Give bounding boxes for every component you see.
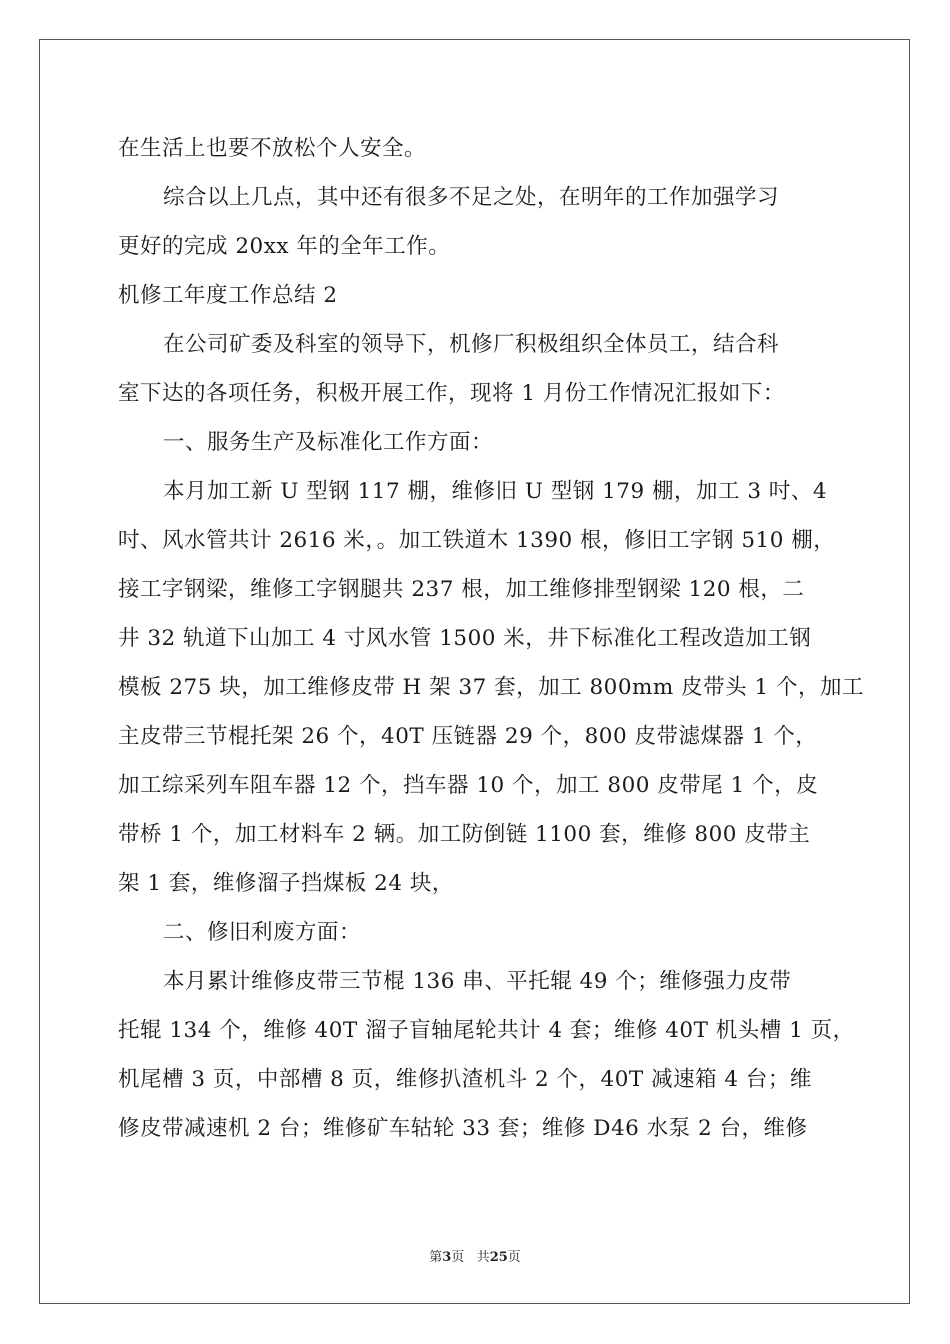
footer-prefix: 第 [429,1250,443,1265]
text-line: 吋、风水管共计 2616 米，。加工铁道木 1390 根，修旧工字钢 510 棚， [118,528,836,553]
page-footer [0,1246,950,1265]
text-line: 在生活上也要不放松个人安全。 [118,136,427,161]
footer-total-unit: 页 [507,1250,521,1265]
section-heading: 机修工年度工作总结 2 [118,283,338,308]
text-line: 主皮带三节棍托架 26 个，40T 压链器 29 个，800 皮带滤煤器 1 个， [118,724,818,749]
total-page-count: 25 [489,1250,508,1265]
text-line: 在公司矿委及科室的领导下，机修厂积极组织全体员工，结合科 [163,332,780,357]
text-line: 机尾槽 3 页，中部槽 8 页，维修扒渣机斗 2 个，40T 减速箱 4 台；维 [118,1067,812,1092]
text-line: 修皮带减速机 2 台；维修矿车轱轮 33 套；维修 D46 水泵 2 台，维修 [118,1116,808,1141]
footer-page-unit: 页 [451,1250,465,1265]
text-line: 模板 275 块，加工维修皮带 H 架 37 套，加工 800mm 皮带头 1 个，加工 [118,675,864,700]
text-line: 带桥 1 个，加工材料车 2 辆。加工防倒链 1100 套，维修 800 皮带主 [118,822,811,847]
text-line: 本月加工新 U 型钢 117 棚，维修旧 U 型钢 179 棚，加工 3 吋、4 [163,479,828,504]
document-body [118,124,864,1153]
text-line: 综合以上几点，其中还有很多不足之处，在明年的工作加强学习 [163,185,780,210]
text-line: 加工综采列车阻车器 12 个，挡车器 10 个，加工 800 皮带尾 1 个，皮 [118,773,819,798]
text-line: 更好的完成 20xx 年的全年工作。 [118,234,451,259]
text-line: 室下达的各项任务，积极开展工作，现将 1 月份工作情况汇报如下： [118,381,785,406]
footer-total-prefix: 共 [476,1250,490,1265]
current-page-number: 3 [442,1250,452,1265]
text-line: 本月累计维修皮带三节棍 136 串、平托辊 49 个；维修强力皮带 [163,969,792,994]
text-line: 井 32 轨道下山加工 4 寸风水管 1500 米，井下标准化工程改造加工钢 [118,626,812,651]
text-line: 架 1 套，维修溜子挡煤板 24 块， [118,871,454,896]
subsection-heading: 二、修旧利废方面： [163,920,362,945]
text-line: 接工字钢梁，维修工字钢腿共 237 根，加工维修排型钢梁 120 根，二 [118,577,805,602]
text-line: 托辊 134 个，维修 40T 溜子盲轴尾轮共计 4 套；维修 40T 机头槽 1 页， [118,1018,855,1043]
subsection-heading: 一、服务生产及标准化工作方面： [163,430,494,455]
